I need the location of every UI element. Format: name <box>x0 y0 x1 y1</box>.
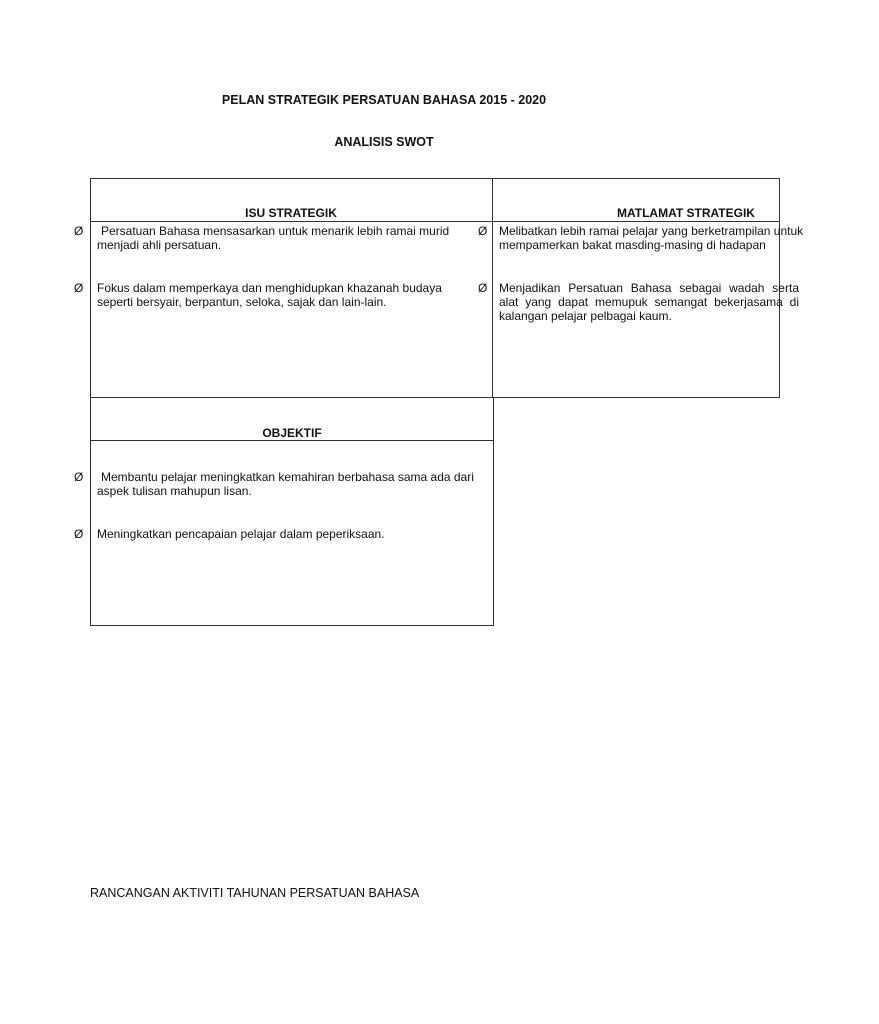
page-title: PELAN STRATEGIK PERSATUAN BAHASA 2015 - 2020 <box>221 93 547 107</box>
bullet-icon: Ø <box>478 224 488 238</box>
objektif-item: Membantu pelajar meningkatkan kemahiran berbahasa sama ada dari aspek tulisan mahupun lisan. <box>97 470 474 498</box>
bullet-icon: Ø <box>74 281 84 295</box>
matlamat-item: Menjadikan Persatuan Bahasa sebagai wadah serta alat yang dapat memupuk semangat bekerjasama di kalangan pelajar pelbagai kaum. <box>499 281 799 323</box>
bullet-icon: Ø <box>478 281 488 295</box>
footer-heading: RANCANGAN AKTIVITI TAHUNAN PERSATUAN BAHASA <box>90 886 420 900</box>
bullet-icon: Ø <box>74 224 84 238</box>
header-underline <box>90 221 780 222</box>
bullet-icon: Ø <box>74 527 84 541</box>
page-subtitle: ANALISIS SWOT <box>334 135 434 149</box>
matlamat-item: Melibatkan lebih ramai pelajar yang berketrampilan untuk mempamerkan bakat masding-masing di hadapan <box>499 224 804 252</box>
bullet-icon: Ø <box>74 470 84 484</box>
objektif-item: Meningkatkan pencapaian pelajar dalam peperiksaan. <box>97 527 385 541</box>
matlamat-strategik-header: MATLAMAT STRATEGIK <box>617 206 755 220</box>
isu-strategik-header: ISU STRATEGIK <box>245 206 337 220</box>
objektif-header-underline <box>90 440 494 441</box>
objektif-header: OBJEKTIF <box>262 426 322 440</box>
isu-item: Fokus dalam memperkaya dan menghidupkan khazanah budaya seperti bersyair, berpantun, seloka, sajak dan lain-lain. <box>97 281 442 309</box>
isu-item: Persatuan Bahasa mensasarkan untuk menarik lebih ramai murid menjadi ahli persatuan. <box>97 224 450 252</box>
